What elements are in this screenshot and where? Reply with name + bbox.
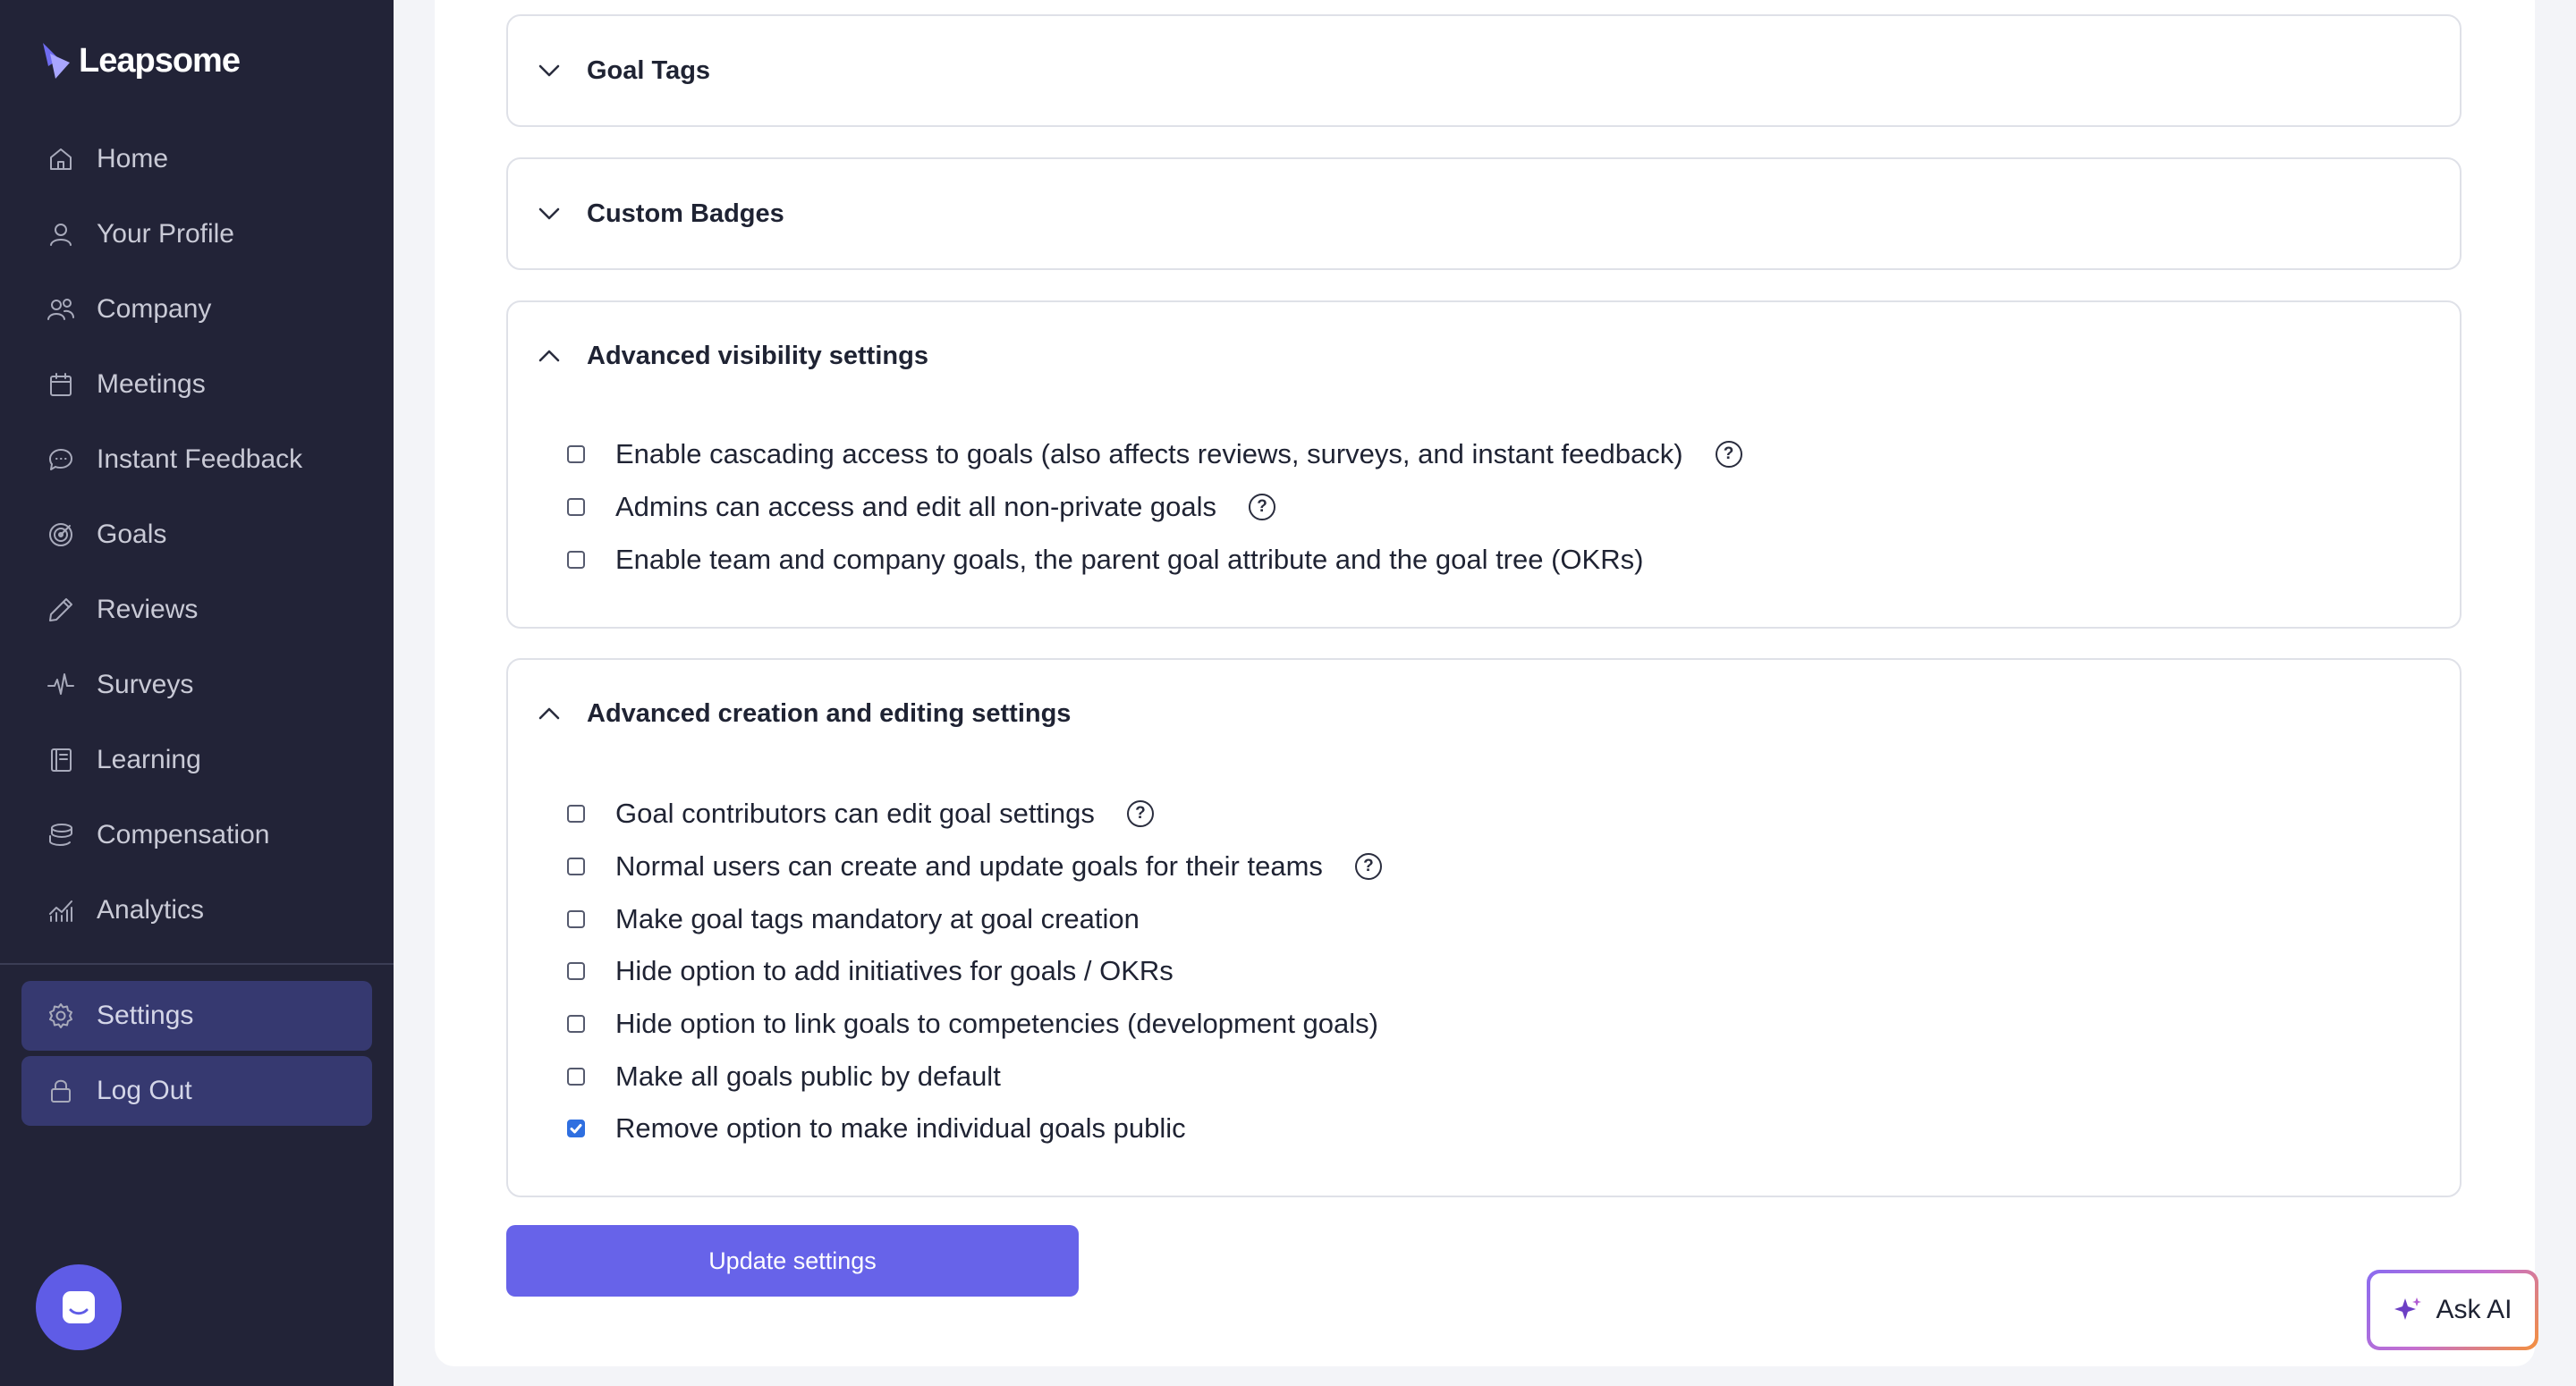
option-cascading-access: [567, 435, 1742, 474]
chevron-down-icon: [535, 199, 564, 228]
sidebar-divider: [0, 963, 394, 965]
section-advanced-creation: [506, 658, 2462, 1197]
option-remove-public-option: [567, 1109, 1186, 1148]
checkbox[interactable]: [567, 962, 585, 980]
option-hide-initiatives: [567, 951, 1174, 991]
option-admins-edit-goals: [567, 487, 1275, 527]
nav-item-goals[interactable]: [21, 500, 372, 570]
pencil-icon: [45, 594, 77, 626]
chevron-up-icon: [535, 699, 564, 728]
help-icon[interactable]: ?: [1249, 494, 1275, 520]
target-icon: [45, 519, 77, 551]
option-label: Enable cascading access to goals (also affects reviews, surveys, and instant feedback): [615, 438, 1683, 469]
nav-item-company[interactable]: [21, 275, 372, 344]
option-label: Hide option to link goals to competencies (development goals): [615, 1008, 1378, 1039]
nav-item-home[interactable]: [21, 124, 372, 194]
option-label: Admins can access and edit all non-private goals: [615, 491, 1217, 522]
nav-label: Your Profile: [97, 219, 234, 249]
option-normal-users-team-goals: [567, 847, 1382, 886]
leapsome-logo[interactable]: [39, 39, 240, 82]
checkbox[interactable]: [567, 805, 585, 823]
checkbox[interactable]: [567, 551, 585, 569]
nav-label: Learning: [97, 745, 201, 774]
nav-label: Instant Feedback: [97, 444, 303, 474]
section-header[interactable]: [508, 16, 2460, 125]
section-title: Goal Tags: [587, 55, 711, 85]
checkbox[interactable]: [567, 445, 585, 463]
option-contributors-edit: [567, 794, 1154, 833]
section-custom-badges: [506, 157, 2462, 270]
option-label: Make goal tags mandatory at goal creation: [615, 903, 1140, 934]
nav-item-logout[interactable]: [21, 1056, 372, 1126]
checkbox[interactable]: [567, 910, 585, 928]
chart-icon: [45, 894, 77, 926]
nav-label: Surveys: [97, 670, 194, 699]
nav-label: Meetings: [97, 369, 206, 399]
option-label: Goal contributors can edit goal settings: [615, 798, 1095, 829]
checkmark-icon: [569, 1121, 583, 1136]
nav-item-your-profile[interactable]: [21, 199, 372, 269]
chevron-down-icon: [535, 56, 564, 85]
user-icon: [45, 218, 77, 250]
checkbox[interactable]: [567, 1068, 585, 1086]
nav-label: Company: [97, 294, 212, 324]
support-chat-button[interactable]: [36, 1264, 122, 1350]
option-label: Remove option to make individual goals public: [615, 1112, 1186, 1144]
lock-icon: [45, 1075, 77, 1107]
help-icon[interactable]: ?: [1127, 800, 1154, 827]
section-header[interactable]: [508, 660, 2460, 767]
nav-item-settings[interactable]: [21, 981, 372, 1051]
calendar-icon: [45, 368, 77, 401]
section-header[interactable]: [508, 159, 2460, 268]
option-label: Enable team and company goals, the parent goal attribute and the goal tree (OKRs): [615, 544, 1644, 575]
ask-ai-button[interactable]: [2367, 1270, 2538, 1350]
option-label: Make all goals public by default: [615, 1061, 1001, 1092]
option-label: Normal users can create and update goals for their teams: [615, 850, 1323, 882]
help-icon[interactable]: ?: [1716, 441, 1742, 468]
option-team-company-goals: [567, 540, 1643, 579]
section-title: Advanced creation and editing settings: [587, 698, 1072, 728]
section-goal-tags: [506, 14, 2462, 127]
nav-label: Log Out: [97, 1076, 192, 1105]
section-header[interactable]: [508, 302, 2460, 410]
home-icon: [45, 143, 77, 175]
checkbox[interactable]: [567, 1015, 585, 1033]
book-icon: [45, 744, 77, 776]
leapsome-bird-icon: [39, 39, 75, 82]
brand-name: Leapsome: [79, 41, 240, 80]
nav-label: Compensation: [97, 820, 270, 849]
chat-icon: [45, 444, 77, 476]
section-title: Custom Badges: [587, 199, 784, 228]
pulse-icon: [45, 669, 77, 701]
ask-ai-label: Ask AI: [2436, 1295, 2512, 1324]
help-icon[interactable]: ?: [1355, 853, 1382, 880]
chevron-up-icon: [535, 342, 564, 370]
nav-label: Analytics: [97, 895, 205, 925]
option-public-by-default: [567, 1057, 1001, 1096]
nav-label: Home: [97, 144, 169, 173]
nav-item-instant-feedback[interactable]: [21, 425, 372, 494]
nav-label: Reviews: [97, 595, 199, 624]
nav-item-meetings[interactable]: [21, 350, 372, 419]
checkbox[interactable]: [567, 858, 585, 875]
people-icon: [45, 293, 77, 325]
nav-item-learning[interactable]: [21, 725, 372, 795]
nav-item-analytics[interactable]: [21, 875, 372, 945]
nav-item-reviews[interactable]: [21, 575, 372, 645]
nav-item-surveys[interactable]: [21, 650, 372, 720]
nav-item-compensation[interactable]: [21, 800, 372, 870]
checkbox[interactable]: [567, 498, 585, 516]
section-title: Advanced visibility settings: [587, 341, 928, 370]
sparkle-icon: [2393, 1295, 2423, 1325]
chat-icon: [57, 1286, 100, 1329]
option-hide-competencies: [567, 1004, 1378, 1044]
sidebar: [0, 0, 394, 1386]
ask-ai-inner: [2370, 1273, 2535, 1347]
option-tags-mandatory: [567, 900, 1140, 939]
nav-label: Goals: [97, 520, 167, 549]
option-label: Hide option to add initiatives for goals / OKRs: [615, 955, 1174, 986]
coins-icon: [45, 819, 77, 851]
gear-icon: [45, 1000, 77, 1032]
update-settings-button[interactable]: Update settings: [506, 1225, 1079, 1297]
checkbox-checked[interactable]: [567, 1120, 585, 1137]
nav-label: Settings: [97, 1001, 194, 1030]
section-advanced-visibility: [506, 300, 2462, 629]
